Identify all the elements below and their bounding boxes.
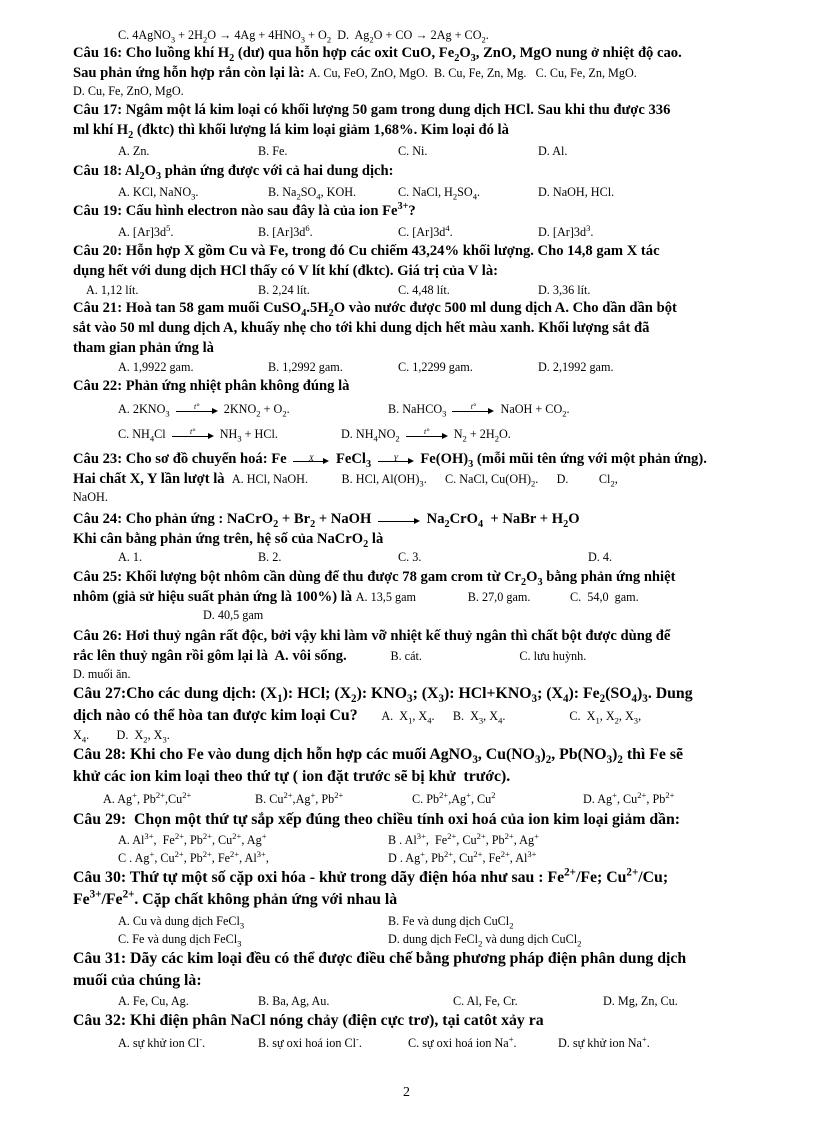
exam-page: C. 4AgNO$_3$ + $2H_2O \to 4Ag + 4HNO_3 + O_2$ D. $Ag_2O$ + CO → $2Ag + CO_2$. Câu 16: Cho luồng khí $H_2$ (dư) qua hỗn hợp các oxit CuO, $Fe_2O_3$, ZnO, MgO nung ở nhiệt độ cao. Sau phản ứng hỗn hợp rắn còn lại là: A. Cu, FeO, ZnO, MgO. B. Cu, Fe, Zn, Mg. C. Cu, Fe, Zn, MgO. D. Cu, Fe, ZnO, MgO. Câu 17: Ngâm một lá kim loại có khối lượng 50 gam trong dung dịch HCl. Sau khi thu được 336 ml khí $H_2$ (đktc) thì khối lượng lá kim loại giảm 1,68%. Kim loại đó là A. Zn. B. Fe. C. Ni. D. Al. Câu 18: $Al_2O_3$ phản ứng được với cả hai dung dịch: A. KCl, NaNO$_3$. B. $Na_2SO_4$, KOH. C. NaCl, $H_2SO_4$. D. NaOH, HCl. Câu 19: Cấu hình electron nào sau đây là của ion $Fe^{3+}$? A. $[Ar]3d^5$. B. $[Ar]3d^6$. C. $[Ar]3d^4$. D. $[Ar]3d^3$. Câu 20: Hỗn hợp X gồm Cu và Fe, trong đó Cu chiếm 43,24% khối lượng. Cho 14,8 gam X tác dụng hết với dung dịch HCl thấy có V lít khí (đktc). Giá trị của V là: A. 1,12 lít. B. 2,24 lít. C. 4,48 lít. D. 3,36 lít. Câu 21: Hoà tan 58 gam muối $CuSO_4.5H_2O$ vào nước được 500 ml dung dịch A. Cho dần dần bột sắt vào 50 ml dung dịch A, khuấy nhẹ cho tới khi dung dịch hết màu xanh. Khối lượng sắt đã tham gian phản ứng là A. 1,9922 gam. B. 1,2992 gam. C. 1,2299 gam. D. 2,1992 gam. Câu 22: Phản ứng nhiệt phân không đúng là A. $2KNO_3$ t° $2KNO_2 + O_2$. B. NaHCO$_3$ t° NaOH + $CO_2$. C. $NH_4Cl$ t° $NH_3$ + HCl. D. $NH_4NO_2$ t° $N_2 + 2H_2O$. Câu 23: Cho sơ đồ chuyển hoá: Fe X FeCl$_3$ Y $Fe(OH)_3$ (mỗi mũi tên ứng với một phản ứng). Hai chất X, Y lần lượt là A. HCl, NaOH. B. HCl, $Al(OH)_3$. C. NaCl, $Cu(OH)_2$. D. $Cl_2$, NaOH. Câu 24: Cho phản ứng : NaCrO$_2$ + $Br_2$ + NaOH $Na_2CrO_4$ + NaBr + $H_2O$ Khi cân bằng phản ứng trên, hệ số của NaCrO$_2$ là A. 1. B. 2. C. 3. D. 4. Câu 25: Khối lượng bột nhôm cần dùng để thu được 78 gam crom từ $Cr_2O_3$ bằng phản ứng nhiệt nhôm (giả sử hiệu suất phản ứng là 100%) là A. 13,5 gam B. 27,0 gam. C. 54,0 gam. D. 40,5 gam Câu 26: Hơi thuỷ ngân rất độc, bởi vậy khi làm vỡ nhiệt kế thuỷ ngân thì chất bột được dùng để rắc lên thuỷ ngân rồi gôm lại là A. vôi sống. B. cát. C. lưu huỳnh. D. muối ăn. Câu 27:Cho các dung dịch: $(X_1)$: HCl; $(X_2)$: $KNO_3$; $(X_3)$: $HCl+KNO_3$; $(X_4)$: $Fe_2(SO_4)_3$. Dung dịch nào có thể hòa tan được kim loại Cu? A. $X_1$, $X_4$. B. $X_3$, $X_4$. C. $X_1$, $X_2$, $X_3$, $X_4$. D. $X_2$, $X_3$. Câu 28: Khi cho Fe vào dung dịch hỗn hợp các muối AgNO$_3$, $Cu(NO_3)_2$, $Pb(NO_3)_2$ thì Fe sẽ khử các ion kim loại theo thứ tự ( ion đặt trước sẽ bị khử trước). A. Ag+, $Pb^{2+},Cu^{2+}$ B. $Cu^{2+},Ag^+$, $Pb^{2+}$ C. $Pb^{2+},Ag^+$, Cu$^2$ D. Ag+, $Cu^{2+}$, $Pb^{2+}$ Câu 29: Chọn một thứ tự sắp xếp đúng theo chiều tính oxi hoá của ion kim loại giảm dần: A. $Al^{3+}$, $Fe^{2+}$, $Pb^{2+}$, $Cu^{2+}$, Ag+ B . $Al^{3+}$, $Fe^{2+}$, $Cu^{2+}$, $Pb^{2+}$, Ag+ C . Ag+, $Cu^{2+}$, $Pb^{2+}$, $Fe^{2+}$, $Al^{3+}$, D . Ag+, $Pb^{2+}$, $Cu^{2+}$, $Fe^{2+}$, $Al^{3+}$ Câu 30: Thứ tự một số cặp oxi hóa - khử trong dãy điện hóa như sau : $Fe^{2+}/Fe$; $Cu^{2+}/Cu$; $Fe^{3+}/Fe^{2+}$. Cặp chất không phản ứng với nhau là A. Cu và dung dịch FeCl$_3$ B. Fe và dung dịch CuCl$_2$ C. Fe và dung dịch FeCl$_3$ D. dung dịch FeCl$_2$ và dung dịch CuCl$_2$ Câu 31: Dãy các kim loại đều có thể được điều chế bằng phương pháp điện phân dung dịch muối của chúng là: A. Fe, Cu, Ag. B. Ba, Ag, Au. C. Al, Fe, Cr. D. Mg, Zn, Cu. Câu 32: Khi điện phân NaCl nóng chảy (điện cực trơ), tại catôt xảy ra A. sự khử ion Cl-. B. sự oxi hoá ion Cl-. C. sự oxi hoá ion Na+. D. sự khử ion Na+. 2 (0, 0, 816, 1123)
question-26: Câu 26: Hơi thuỷ ngân rất độc, bởi vậy khi làm vỡ nhiệt kế thuỷ ngân thì chất bột được dùng để rắc lên thuỷ ngân rồi gôm lại là A. vôi sống. B. cát. C. lưu huỳnh. D. muối ăn. (73, 628, 671, 681)
question-17: Câu 17: Ngâm một lá kim loại có khối lượng 50 gam trong dung dịch HCl. Sau khi thu được 336 ml khí $H_2$ (đktc) thì khối lượng lá kim loại giảm 1,68%. Kim loại đó là (73, 102, 671, 141)
question-29: Câu 29: Chọn một thứ tự sắp xếp đúng theo chiều tính oxi hoá của ion kim loại giảm dần: (73, 811, 681, 828)
question-32: Câu 32: Khi điện phân NaCl nóng chảy (điện cực trơ), tại catôt xảy ra (73, 1012, 544, 1029)
page-number: 2 (403, 1085, 410, 1100)
q15-options-cd: C. 4AgNO$_3$ + $2H_2O \to 4Ag + 4HNO_3 + O_2$ D. $Ag_2O$ + CO → $2Ag + CO_2$. (118, 28, 489, 45)
question-19: Câu 19: Cấu hình electron nào sau đây là của ion $Fe^{3+}$? (73, 201, 416, 219)
question-21: Câu 21: Hoà tan 58 gam muối $CuSO_4.5H_2O$ vào nước được 500 ml dung dịch A. Cho dần dần bột sắt vào 50 ml dung dịch A, khuấy nhẹ cho tới khi dung dịch hết màu xanh. Khối lượng sắt đã tham gian phản ứng là (73, 300, 677, 356)
question-27: Câu 27:Cho các dung dịch: $(X_1)$: HCl; $(X_2)$: $KNO_3$; $(X_3)$: $HCl+KNO_3$; $(X_4)$: $Fe_2(SO_4)_3$. Dung dịch nào có thể hòa tan được kim loại Cu? A. $X_1$, $X_4$. B. $X_3$, $X_4$. C. $X_1$, $X_2$, $X_3$, $X_4$. D. $X_2$, $X_3$. (73, 685, 693, 745)
question-24: Câu 24: Cho phản ứng : NaCrO$_2$ + $Br_2$ + NaOH $Na_2CrO_4$ + NaBr + $H_2O$ Khi cân bằng phản ứng trên, hệ số của NaCrO$_2$ là (73, 511, 580, 550)
question-30: Câu 30: Thứ tự một số cặp oxi hóa - khử trong dãy điện hóa như sau : $Fe^{2+}/Fe$; $Cu^{2+}/Cu$; $Fe^{3+}/Fe^{2+}$. Cặp chất không phản ứng với nhau là (73, 866, 669, 908)
question-28: Câu 28: Khi cho Fe vào dung dịch hỗn hợp các muối AgNO$_3$, $Cu(NO_3)_2$, $Pb(NO_3)_2$ thì Fe sẽ khử các ion kim loại theo thứ tự ( ion đặt trước sẽ bị khử trước). (73, 746, 684, 785)
question-31: Câu 31: Dãy các kim loại đều có thể được điều chế bằng phương pháp điện phân dung dịch muối của chúng là: (73, 950, 687, 989)
question-23: Câu 23: Cho sơ đồ chuyển hoá: Fe X FeCl$_3$ Y $Fe(OH)_3$ (mỗi mũi tên ứng với một phản ứng). Hai chất X, Y lần lượt là A. HCl, NaOH. B. HCl, $Al(OH)_3$. C. NaCl, $Cu(OH)_2$. D. $Cl_2$, NaOH. (73, 451, 707, 504)
question-22: Câu 22: Phản ứng nhiệt phân không đúng là (73, 378, 350, 394)
question-18: Câu 18: $Al_2O_3$ phản ứng được với cả hai dung dịch: (73, 163, 394, 182)
question-16: Câu 16: Cho luồng khí $H_2$ (dư) qua hỗn hợp các oxit CuO, $Fe_2O_3$, ZnO, MgO nung ở nhiệt độ cao. Sau phản ứng hỗn hợp rắn còn lại là: A. Cu, FeO, ZnO, MgO. B. Cu, Fe, Zn, Mg. C. Cu, Fe, Zn, MgO. D. Cu, Fe, ZnO, MgO. (73, 45, 682, 98)
question-25: Câu 25: Khối lượng bột nhôm cần dùng để thu được 78 gam crom từ $Cr_2O_3$ bằng phản ứng nhiệt nhôm (giả sử hiệu suất phản ứng là 100%) là A. 13,5 gam B. 27,0 gam. C. 54,0 gam. D. 40,5 gam (73, 569, 676, 622)
question-20: Câu 20: Hỗn hợp X gồm Cu và Fe, trong đó Cu chiếm 43,24% khối lượng. Cho 14,8 gam X tác dụng hết với dung dịch HCl thấy có V lít khí (đktc). Giá trị của V là: (73, 243, 660, 279)
